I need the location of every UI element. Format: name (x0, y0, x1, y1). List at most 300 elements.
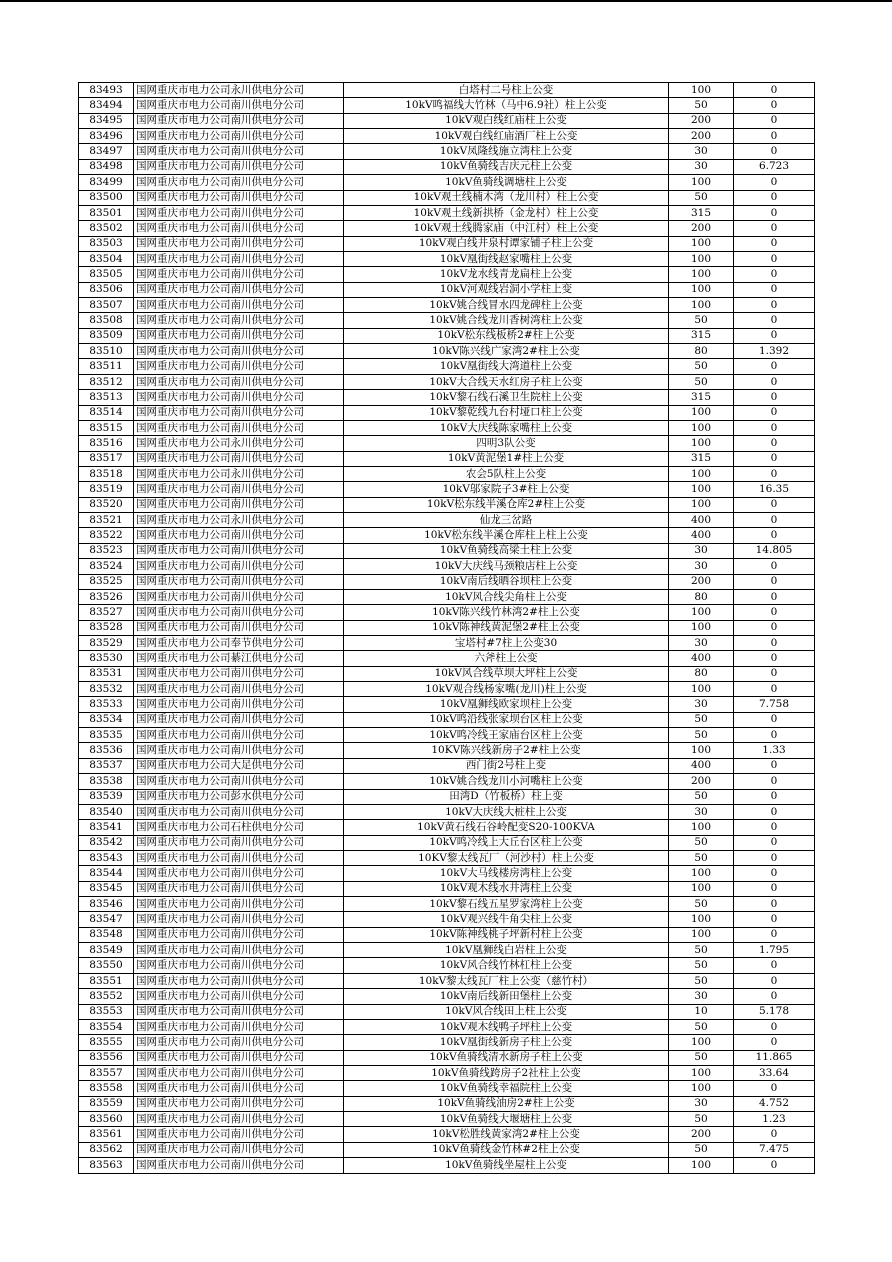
value-cell: 0 (734, 835, 815, 850)
table-body (79, 83, 815, 1174)
row-id-cell: 83544 (79, 866, 134, 881)
table-row (79, 989, 815, 1004)
value-cell: 0 (734, 1081, 815, 1096)
capacity-cell: 50 (669, 1050, 734, 1065)
table-row (79, 820, 815, 835)
table-row (79, 175, 815, 190)
table-row (79, 574, 815, 589)
company-cell: 国网重庆市电力公司南川供电分公司 (134, 1112, 344, 1127)
row-id-cell: 83499 (79, 175, 134, 190)
capacity-cell: 400 (669, 528, 734, 543)
company-cell: 国网重庆市电力公司南川供电分公司 (134, 190, 344, 205)
transformer-name-cell: 10kV凰狮线白岩柱上公变 (344, 943, 669, 958)
table-row (79, 1004, 815, 1019)
table-row (79, 451, 815, 466)
value-cell: 0 (734, 682, 815, 697)
row-id-cell: 83501 (79, 205, 134, 220)
company-cell: 国网重庆市电力公司南川供电分公司 (134, 175, 344, 190)
transformer-name-cell: 10kV松东线板桥2#柱上公变 (344, 328, 669, 343)
value-cell: 0 (734, 866, 815, 881)
value-cell: 0 (734, 513, 815, 528)
company-cell: 国网重庆市电力公司南川供电分公司 (134, 236, 344, 251)
value-cell: 0 (734, 973, 815, 988)
transformer-name-cell: 10kV风合线田上柱上公变 (344, 1004, 669, 1019)
capacity-cell: 50 (669, 897, 734, 912)
table-row (79, 129, 815, 144)
company-cell: 国网重庆市电力公司石柱供电分公司 (134, 820, 344, 835)
table-row (79, 205, 815, 220)
capacity-cell: 100 (669, 436, 734, 451)
row-id-cell: 83556 (79, 1050, 134, 1065)
transformer-name-cell: 10kV南后线晒谷坝柱上公变 (344, 574, 669, 589)
row-id-cell: 83549 (79, 943, 134, 958)
table-row (79, 436, 815, 451)
value-cell: 0 (734, 420, 815, 435)
value-cell: 0 (734, 267, 815, 282)
capacity-cell: 30 (669, 989, 734, 1004)
company-cell: 国网重庆市电力公司南川供电分公司 (134, 927, 344, 942)
value-cell: 0 (734, 205, 815, 220)
company-cell: 国网重庆市电力公司南川供电分公司 (134, 804, 344, 819)
company-cell: 国网重庆市电力公司永川供电分公司 (134, 83, 344, 98)
value-cell: 0 (734, 850, 815, 865)
value-cell: 0 (734, 144, 815, 159)
transformer-name-cell: 10kV鱼骑线幸福院柱上公变 (344, 1081, 669, 1096)
table-row (79, 83, 815, 98)
capacity-cell: 100 (669, 743, 734, 758)
table-row (79, 835, 815, 850)
transformer-name-cell: 10kV姚合线冒水四龙碑柱上公变 (344, 298, 669, 313)
row-id-cell: 83496 (79, 129, 134, 144)
company-cell: 国网重庆市电力公司南川供电分公司 (134, 267, 344, 282)
transformer-name-cell: 10KV陈兴线新房子2#柱上公变 (344, 743, 669, 758)
table-row (79, 1158, 815, 1173)
transformer-name-cell: 10kV陈兴线广家湾2#柱上公变 (344, 344, 669, 359)
row-id-cell: 83527 (79, 605, 134, 620)
value-cell: 0 (734, 497, 815, 512)
table-row (79, 912, 815, 927)
capacity-cell: 100 (669, 405, 734, 420)
company-cell: 国网重庆市电力公司南川供电分公司 (134, 989, 344, 1004)
row-id-cell: 83502 (79, 221, 134, 236)
value-cell: 7.758 (734, 697, 815, 712)
table-row (79, 313, 815, 328)
row-id-cell: 83550 (79, 958, 134, 973)
row-id-cell: 83538 (79, 774, 134, 789)
row-id-cell: 83518 (79, 466, 134, 481)
row-id-cell: 83548 (79, 927, 134, 942)
capacity-cell: 100 (669, 267, 734, 282)
capacity-cell: 100 (669, 1035, 734, 1050)
transformer-name-cell: 10kV陈神线桃子坪新村柱上公变 (344, 927, 669, 942)
capacity-cell: 50 (669, 1112, 734, 1127)
row-id-cell: 83498 (79, 159, 134, 174)
transformer-name-cell: 10kV陈兴线竹林湾2#柱上公变 (344, 605, 669, 620)
company-cell: 国网重庆市电力公司南川供电分公司 (134, 697, 344, 712)
row-id-cell: 83521 (79, 513, 134, 528)
company-cell: 国网重庆市电力公司南川供电分公司 (134, 405, 344, 420)
value-cell: 33.64 (734, 1066, 815, 1081)
value-cell: 0 (734, 298, 815, 313)
row-id-cell: 83497 (79, 144, 134, 159)
company-cell: 国网重庆市电力公司南川供电分公司 (134, 712, 344, 727)
value-cell: 0 (734, 328, 815, 343)
transformer-name-cell: 白塔村二号柱上公变 (344, 83, 669, 98)
transformer-name-cell: 10kV松胜线黄家湾2#柱上公变 (344, 1127, 669, 1142)
value-cell: 0 (734, 313, 815, 328)
row-id-cell: 83562 (79, 1142, 134, 1157)
capacity-cell: 200 (669, 221, 734, 236)
company-cell: 国网重庆市电力公司南川供电分公司 (134, 943, 344, 958)
row-id-cell: 83529 (79, 635, 134, 650)
company-cell: 国网重庆市电力公司南川供电分公司 (134, 666, 344, 681)
row-id-cell: 83525 (79, 574, 134, 589)
table-row (79, 528, 815, 543)
company-cell: 国网重庆市电力公司南川供电分公司 (134, 682, 344, 697)
company-cell: 国网重庆市电力公司南川供电分公司 (134, 251, 344, 266)
value-cell: 0 (734, 958, 815, 973)
capacity-cell: 100 (669, 682, 734, 697)
capacity-cell: 100 (669, 1158, 734, 1173)
row-id-cell: 83500 (79, 190, 134, 205)
company-cell: 国网重庆市电力公司南川供电分公司 (134, 589, 344, 604)
value-cell: 0 (734, 374, 815, 389)
company-cell: 国网重庆市电力公司南川供电分公司 (134, 912, 344, 927)
table-row (79, 98, 815, 113)
row-id-cell: 83509 (79, 328, 134, 343)
value-cell: 0 (734, 528, 815, 543)
company-cell: 国网重庆市电力公司南川供电分公司 (134, 574, 344, 589)
transformer-name-cell: 10kV观木线水井湾柱上公变 (344, 881, 669, 896)
capacity-cell: 30 (669, 144, 734, 159)
value-cell: 0 (734, 559, 815, 574)
company-cell: 国网重庆市电力公司南川供电分公司 (134, 205, 344, 220)
capacity-cell: 100 (669, 466, 734, 481)
capacity-cell: 100 (669, 298, 734, 313)
capacity-cell: 100 (669, 175, 734, 190)
capacity-cell: 400 (669, 513, 734, 528)
table-row (79, 298, 815, 313)
value-cell: 0 (734, 620, 815, 635)
row-id-cell: 83526 (79, 589, 134, 604)
company-cell: 国网重庆市电力公司南川供电分公司 (134, 298, 344, 313)
table-row (79, 743, 815, 758)
company-cell: 国网重庆市电力公司南川供电分公司 (134, 1019, 344, 1034)
capacity-cell: 100 (669, 236, 734, 251)
capacity-cell: 50 (669, 1142, 734, 1157)
transformer-name-cell: 10kV鸣冷线上大丘台区柱上公变 (344, 835, 669, 850)
capacity-cell: 400 (669, 651, 734, 666)
value-cell: 0 (734, 651, 815, 666)
capacity-cell: 315 (669, 451, 734, 466)
capacity-cell: 50 (669, 359, 734, 374)
row-id-cell: 83508 (79, 313, 134, 328)
row-id-cell: 83516 (79, 436, 134, 451)
capacity-cell: 30 (669, 543, 734, 558)
company-cell: 国网重庆市电力公司南川供电分公司 (134, 958, 344, 973)
value-cell: 0 (734, 113, 815, 128)
company-cell: 国网重庆市电力公司南川供电分公司 (134, 881, 344, 896)
row-id-cell: 83559 (79, 1096, 134, 1111)
capacity-cell: 10 (669, 1004, 734, 1019)
transformer-name-cell: 10kV姚合线龙川香树湾柱上公变 (344, 313, 669, 328)
row-id-cell: 83507 (79, 298, 134, 313)
row-id-cell: 83545 (79, 881, 134, 896)
company-cell: 国网重庆市电力公司永川供电分公司 (134, 436, 344, 451)
table-row (79, 758, 815, 773)
transformer-name-cell: 田湾D（竹板桥）柱上变 (344, 789, 669, 804)
value-cell: 4.752 (734, 1096, 815, 1111)
transformer-name-cell: 10kV鱼骑线大堰塘柱上公变 (344, 1112, 669, 1127)
company-cell: 国网重庆市电力公司南川供电分公司 (134, 313, 344, 328)
capacity-cell: 200 (669, 129, 734, 144)
row-id-cell: 83532 (79, 682, 134, 697)
company-cell: 国网重庆市电力公司南川供电分公司 (134, 528, 344, 543)
capacity-cell: 30 (669, 697, 734, 712)
company-cell: 国网重庆市电力公司南川供电分公司 (134, 482, 344, 497)
transformer-name-cell: 仙龙三岔路 (344, 513, 669, 528)
table-row (79, 728, 815, 743)
table-row (79, 543, 815, 558)
table-row (79, 113, 815, 128)
table-row (79, 221, 815, 236)
company-cell: 国网重庆市电力公司大足供电分公司 (134, 758, 344, 773)
value-cell: 6.723 (734, 159, 815, 174)
transformer-name-cell: 10kV观土线楠木湾（龙川村）柱上公变 (344, 190, 669, 205)
company-cell: 国网重庆市电力公司南川供电分公司 (134, 559, 344, 574)
transformer-name-cell: 10kV鱼骑线调塘柱上公变 (344, 175, 669, 190)
transformer-name-cell: 10kV鱼骑线金竹林#2柱上公变 (344, 1142, 669, 1157)
transformer-name-cell: 10kV鸣沿线张家坝台区柱上公变 (344, 712, 669, 727)
capacity-cell: 50 (669, 712, 734, 727)
table-row (79, 943, 815, 958)
value-cell: 1.23 (734, 1112, 815, 1127)
transformer-name-cell: 10kV鱼骑线吉庆元柱上公变 (344, 159, 669, 174)
value-cell: 0 (734, 989, 815, 1004)
table-row (79, 635, 815, 650)
row-id-cell: 83558 (79, 1081, 134, 1096)
company-cell: 国网重庆市电力公司南川供电分公司 (134, 620, 344, 635)
capacity-cell: 30 (669, 804, 734, 819)
table-row (79, 866, 815, 881)
row-id-cell: 83514 (79, 405, 134, 420)
value-cell: 0 (734, 236, 815, 251)
value-cell: 0 (734, 466, 815, 481)
value-cell: 0 (734, 1158, 815, 1173)
company-cell: 国网重庆市电力公司南川供电分公司 (134, 98, 344, 113)
value-cell: 0 (734, 83, 815, 98)
value-cell: 0 (734, 98, 815, 113)
transformer-name-cell: 10kV凰街线大湾道柱上公变 (344, 359, 669, 374)
value-cell: 0 (734, 589, 815, 604)
transformer-name-cell: 10kV观白线红庙酒厂柱上公变 (344, 129, 669, 144)
transformer-name-cell: 10kV邬家院子3#柱上公变 (344, 482, 669, 497)
transformer-name-cell: 10kV黄石线石谷岭配变S20-100KVA (344, 820, 669, 835)
capacity-cell: 50 (669, 728, 734, 743)
transformer-name-cell: 10kV鱼骑线高梁土柱上公变 (344, 543, 669, 558)
capacity-cell: 200 (669, 574, 734, 589)
company-cell: 国网重庆市电力公司南川供电分公司 (134, 973, 344, 988)
table-row (79, 344, 815, 359)
table-row (79, 466, 815, 481)
row-id-cell: 83517 (79, 451, 134, 466)
value-cell: 0 (734, 666, 815, 681)
value-cell: 7.475 (734, 1142, 815, 1157)
capacity-cell: 50 (669, 835, 734, 850)
capacity-cell: 80 (669, 344, 734, 359)
transformer-name-cell: 10kV龙水线青龙扁柱上公变 (344, 267, 669, 282)
transformer-name-cell: 10kV松东线半溪仓库2#柱上公变 (344, 497, 669, 512)
table-row (79, 359, 815, 374)
table-row (79, 1050, 815, 1065)
capacity-cell: 200 (669, 1127, 734, 1142)
capacity-cell: 30 (669, 559, 734, 574)
row-id-cell: 83493 (79, 83, 134, 98)
row-id-cell: 83560 (79, 1112, 134, 1127)
value-cell: 0 (734, 1127, 815, 1142)
row-id-cell: 83503 (79, 236, 134, 251)
company-cell: 国网重庆市电力公司南川供电分公司 (134, 605, 344, 620)
row-id-cell: 83537 (79, 758, 134, 773)
company-cell: 国网重庆市电力公司南川供电分公司 (134, 1142, 344, 1157)
company-cell: 国网重庆市电力公司南川供电分公司 (134, 1066, 344, 1081)
table-row (79, 482, 815, 497)
transformer-name-cell: 10kV观木线鸭子坪柱上公变 (344, 1019, 669, 1034)
value-cell: 0 (734, 190, 815, 205)
company-cell: 国网重庆市电力公司南川供电分公司 (134, 497, 344, 512)
transformer-name-cell: 10kV鱼骑线跨房子2社柱上公变 (344, 1066, 669, 1081)
capacity-cell: 50 (669, 958, 734, 973)
transformer-name-cell: 四明3队公变 (344, 436, 669, 451)
capacity-cell: 100 (669, 497, 734, 512)
company-cell: 国网重庆市电力公司南川供电分公司 (134, 282, 344, 297)
row-id-cell: 83520 (79, 497, 134, 512)
table-row (79, 958, 815, 973)
value-cell: 0 (734, 774, 815, 789)
row-id-cell: 83541 (79, 820, 134, 835)
company-cell: 国网重庆市电力公司南川供电分公司 (134, 1004, 344, 1019)
table-row (79, 666, 815, 681)
row-id-cell: 83535 (79, 728, 134, 743)
row-id-cell: 83533 (79, 697, 134, 712)
value-cell: 0 (734, 390, 815, 405)
value-cell: 0 (734, 712, 815, 727)
value-cell: 0 (734, 1035, 815, 1050)
table-row (79, 774, 815, 789)
table-row (79, 897, 815, 912)
value-cell: 0 (734, 912, 815, 927)
table-row (79, 927, 815, 942)
transformer-name-cell: 10kV鸣冷线王家庙台区柱上公变 (344, 728, 669, 743)
transformer-name-cell: 宝塔村#7柱上公变30 (344, 635, 669, 650)
capacity-cell: 50 (669, 850, 734, 865)
transformer-name-cell: 10KV黎太线瓦厂（河沙村）柱上公变 (344, 850, 669, 865)
capacity-cell: 100 (669, 620, 734, 635)
value-cell: 0 (734, 436, 815, 451)
capacity-cell: 50 (669, 973, 734, 988)
capacity-cell: 315 (669, 390, 734, 405)
company-cell: 国网重庆市电力公司南川供电分公司 (134, 835, 344, 850)
company-cell: 国网重庆市电力公司彭水供电分公司 (134, 789, 344, 804)
company-cell: 国网重庆市电力公司南川供电分公司 (134, 774, 344, 789)
transformer-name-cell: 10kV凤隆线施立湾柱上公变 (344, 144, 669, 159)
company-cell: 国网重庆市电力公司奉节供电分公司 (134, 635, 344, 650)
row-id-cell: 83506 (79, 282, 134, 297)
transformer-name-cell: 10kV鸣福线大竹林（马中6.9社）柱上公变 (344, 98, 669, 113)
row-id-cell: 83542 (79, 835, 134, 850)
transformer-name-cell: 10kV南后线新田堡柱上公变 (344, 989, 669, 1004)
capacity-cell: 200 (669, 774, 734, 789)
capacity-cell: 315 (669, 205, 734, 220)
value-cell: 0 (734, 728, 815, 743)
transformer-name-cell: 10kV观土线新拱桥（金龙村）柱上公变 (344, 205, 669, 220)
row-id-cell: 83494 (79, 98, 134, 113)
value-cell: 1.795 (734, 943, 815, 958)
company-cell: 国网重庆市电力公司南川供电分公司 (134, 113, 344, 128)
row-id-cell: 83551 (79, 973, 134, 988)
table-row (79, 282, 815, 297)
row-id-cell: 83524 (79, 559, 134, 574)
transformer-name-cell: 10kV观白线井泉村谭家铺子柱上公变 (344, 236, 669, 251)
row-id-cell: 83543 (79, 850, 134, 865)
capacity-cell: 50 (669, 943, 734, 958)
value-cell: 0 (734, 1019, 815, 1034)
transformer-name-cell: 10kV风合线尖角柱上公变 (344, 589, 669, 604)
capacity-cell: 400 (669, 758, 734, 773)
capacity-cell: 30 (669, 635, 734, 650)
value-cell: 1.33 (734, 743, 815, 758)
transformer-name-cell: 10kV凰街线新房子柱上公变 (344, 1035, 669, 1050)
value-cell: 0 (734, 605, 815, 620)
row-id-cell: 83540 (79, 804, 134, 819)
company-cell: 国网重庆市电力公司南川供电分公司 (134, 344, 344, 359)
row-id-cell: 83519 (79, 482, 134, 497)
capacity-cell: 30 (669, 1096, 734, 1111)
table-row (79, 1112, 815, 1127)
table-row (79, 712, 815, 727)
capacity-cell: 200 (669, 113, 734, 128)
transformer-name-cell: 10kV黎石线石溪卫生院柱上公变 (344, 390, 669, 405)
value-cell: 0 (734, 359, 815, 374)
company-cell: 国网重庆市电力公司南川供电分公司 (134, 374, 344, 389)
company-cell: 国网重庆市电力公司南川供电分公司 (134, 728, 344, 743)
value-cell: 0 (734, 804, 815, 819)
table-row (79, 251, 815, 266)
value-cell: 0 (734, 574, 815, 589)
transformer-name-cell: 10kV黎乾线九台村垭口柱上公变 (344, 405, 669, 420)
value-cell: 0 (734, 175, 815, 190)
table-row (79, 1096, 815, 1111)
company-cell: 国网重庆市电力公司南川供电分公司 (134, 159, 344, 174)
company-cell: 国网重庆市电力公司綦江供电分公司 (134, 651, 344, 666)
table-row (79, 697, 815, 712)
value-cell: 0 (734, 451, 815, 466)
row-id-cell: 83553 (79, 1004, 134, 1019)
row-id-cell: 83554 (79, 1019, 134, 1034)
transformer-name-cell: 10kV大马线楼房湾柱上公变 (344, 866, 669, 881)
table-row (79, 850, 815, 865)
value-cell: 0 (734, 282, 815, 297)
capacity-cell: 50 (669, 789, 734, 804)
table-row (79, 1035, 815, 1050)
company-cell: 国网重庆市电力公司南川供电分公司 (134, 359, 344, 374)
transformer-name-cell: 10kV鱼骑线坐屋柱上公变 (344, 1158, 669, 1173)
company-cell: 国网重庆市电力公司南川供电分公司 (134, 543, 344, 558)
table-row (79, 1142, 815, 1157)
row-id-cell: 83563 (79, 1158, 134, 1173)
capacity-cell: 50 (669, 190, 734, 205)
row-id-cell: 83561 (79, 1127, 134, 1142)
